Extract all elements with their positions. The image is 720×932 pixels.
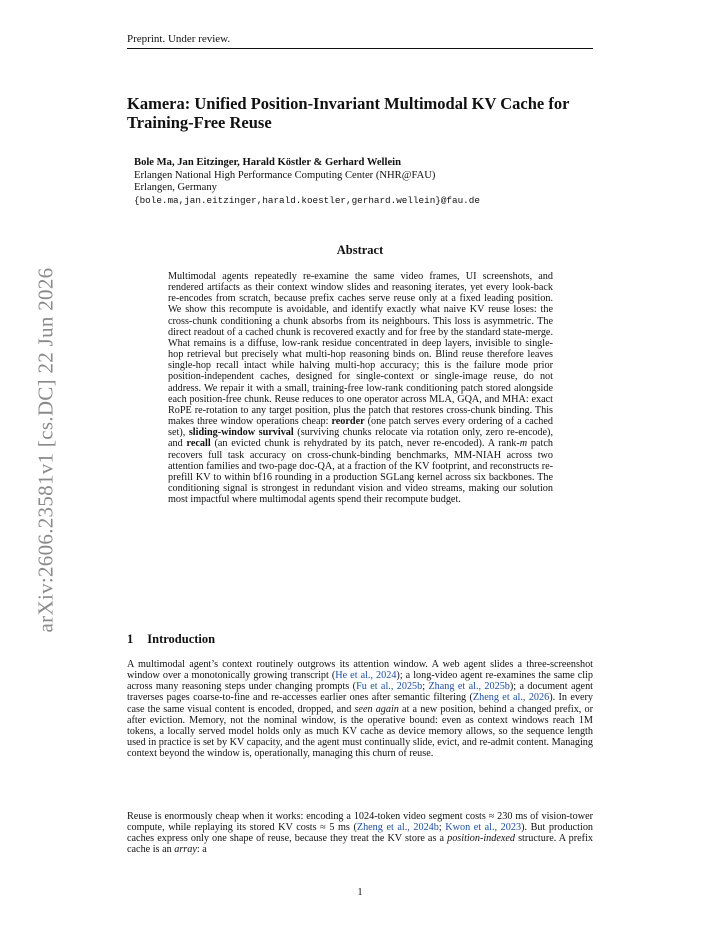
paper-title: Kamera: Unified Position-Invariant Multimodal KV Cache for Training-Free Reuse <box>127 94 570 132</box>
intro-paragraph-1: A multimodal agent’s context routinely outgrows its attention window. A web agent slides a three-screenshot window over a monotonically growing transcript (He et al., 2024); a long-video agent re-examines the same clip across many reasoning steps under changing prompts (Fu et al., 2025b; Zhang et al., 2025b); a document agent traverses pages coarse-to-fine and re-accesses earlier ones after semantic filtering (Zheng et al., 2026). In every case the same visual content is encoded, dropped, and seen again at a new position, behind a changed prefix, or after eviction. Memory, not the nominal window, is the operative bound: even as context windows reach 1M tokens, a locally served model holds only as much KV cache as device memory allows, so the sequence length used in practice is set by KV capacity, and the agent must continually slide, evict, and re-admit content. Managing context beyond the window is, operationally, managing this churn of reuse. <box>127 659 594 760</box>
author-location: Erlangen, Germany <box>134 182 217 194</box>
author-names: Bole Ma, Jan Eitzinger, Harald Köstler & Gerhard Wellein <box>134 157 401 168</box>
running-header: Preprint. Under review. <box>127 33 593 49</box>
abstract-heading: Abstract <box>336 243 384 257</box>
section-title: Introduction <box>147 632 216 646</box>
arxiv-identifier: arXiv:2606.23581v1 [cs.DC] 22 Jun 2026 <box>33 267 58 633</box>
section-number: 1 <box>127 632 134 646</box>
author-block <box>134 157 594 207</box>
citation-link[interactable]: Zhang et al., 2025b <box>428 681 510 693</box>
citation-link[interactable]: Zheng et al., 2026 <box>472 692 550 704</box>
intro-paragraph-2: Reuse is enormously cheap when it works: encoding a 1024-token video segment costs ≈ 230 ms of vision-tower compute, while replaying its stored KV costs ≈ 5 ms (Zheng et al., 2024b; Kwon et al., 2023). But production caches express only one shape of reuse, because they treat the KV store as a position-indexed structure. A prefix cache is an array: a <box>127 811 594 856</box>
page-number: 1 <box>357 887 363 898</box>
section-heading-introduction <box>127 632 229 647</box>
abstract-body: Multimodal agents repeatedly re-examine the same video frames, UI screenshots, and rendered artifacts as their context window slides and reasoning iterates, yet every look-back re-encodes from scratch, because prefix caches serve reuse only at a fixed leading position. We show this recompute is avoidable, and identify exactly what naive KV reuse loses: the cross-chunk conditioning a chunk absorbs from its neighbours. This loss is asymmetric. The direct readout of a cached chunk is recovered exactly and for free by the standard state-merge. What remains is a diffuse, low-rank residue concentrated in deep layers, invisible to single-hop retrieval but precisely what multi-hop reasoning binds on. Blind reuse therefore leaves single-hop recall intact while halving multi-hop accuracy; this is the failure mode prior position-independent caches, designed for single-context or single-image reuse, do not address. We repair it with a small, training-free low-rank conditioning patch stored alongside each position-free chunk. Reuse reduces to one operator across MLA, GQA, and MHA: exact RoPE re-rotation to any target position, plus the patch that restores cross-chunk binding. This makes three window operations cheap: reorder (one patch serves every ordering of a cached set), sliding-window survival (surviving chunks relocate via rotation only, zero re-encode), and recall (an evicted chunk is rehydrated by its patch, never re-encoded). A rank-m patch recovers full task accuracy on cross-chunk-binding benchmarks, MM-NIAH across two attention families and two-page doc-QA, at a fraction of the KV footprint, and reconstructs re-prefill KV to within bf16 rounding in a production SGLang kernel across six backbones. The conditioning signal is strongest in redundant vision and video streams, making our solution most impactful where multimodal agents spend their recompute budget. <box>168 271 553 506</box>
author-affiliation: Erlangen National High Performance Computing Center (NHR@FAU) <box>134 169 436 181</box>
citation-link[interactable]: He et al., 2024 <box>335 670 397 682</box>
citation-link[interactable]: Kwon et al., 2023 <box>445 822 522 834</box>
author-email: {bole.ma,jan.eitzinger,harald.koestler,gerhard.wellein}@fau.de <box>134 194 480 206</box>
citation-link[interactable]: Fu et al., 2025b <box>356 681 423 693</box>
citation-link[interactable]: Zheng et al., 2024b <box>356 822 439 834</box>
